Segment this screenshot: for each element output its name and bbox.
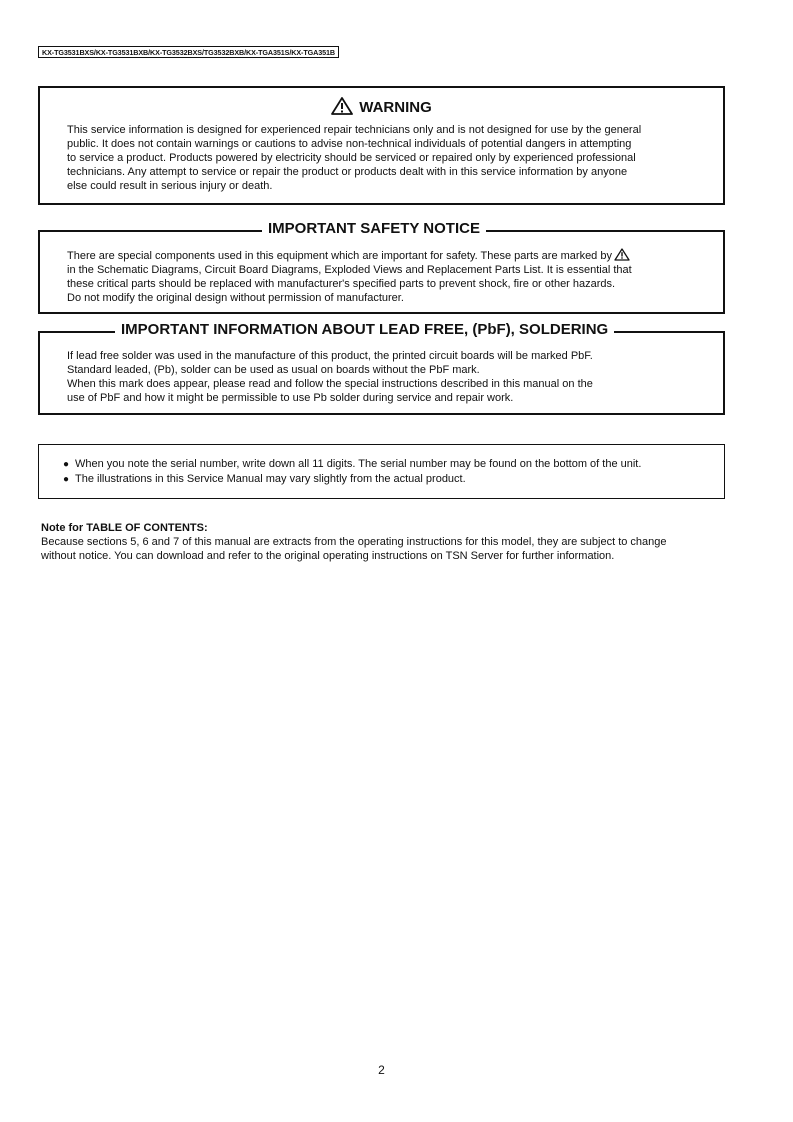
lead-free-line: When this mark does appear, please read and follow the special instructions described in this manual on the: [67, 378, 593, 390]
lead-free-text: [67, 349, 593, 405]
warning-heading: [40, 97, 723, 117]
safety-notice-title: IMPORTANT SAFETY NOTICE: [262, 220, 486, 238]
toc-note: [41, 521, 741, 563]
warning-box: [38, 86, 725, 205]
warning-title: WARNING: [359, 99, 432, 116]
toc-note-title: Note for TABLE OF CONTENTS:: [41, 522, 208, 534]
note-text: When you note the serial number, write down all 11 digits. The serial number may be found on the bottom of the unit.: [75, 458, 642, 470]
warning-text: [67, 123, 641, 193]
lead-free-line: use of PbF and how it might be permissible to use Pb solder during service and repair work.: [67, 392, 514, 404]
safety-line-text: There are special components used in this equipment which are important for safety. These parts are marked by: [67, 250, 612, 262]
warning-line: else could result in serious injury or death.: [67, 180, 273, 192]
list-item: [63, 457, 641, 472]
warning-triangle-icon: [614, 248, 630, 261]
lead-free-line: If lead free solder was used in the manufacture of this product, the printed circuit boards will be marked PbF.: [67, 350, 593, 362]
safety-line: Do not modify the original design without permission of manufacturer.: [67, 292, 404, 304]
lead-free-line: Standard leaded, (Pb), solder can be used as usual on boards without the PbF mark.: [67, 364, 480, 376]
safety-notice-text: [67, 248, 632, 305]
safety-line: these critical parts should be replaced with manufacturer's specified parts to prevent shock, fire or other hazards.: [67, 278, 616, 290]
toc-note-line: Because sections 5, 6 and 7 of this manual are extracts from the operating instructions for this model, they are subject to change: [41, 536, 667, 548]
notes-list: [63, 457, 641, 487]
model-number-header: KX-TG3531BXS/KX-TG3531BXB/KX-TG3532BXS/TG3532BXB/KX-TGA351S/KX-TGA351B: [38, 46, 339, 58]
safety-line: in the Schematic Diagrams, Circuit Board Diagrams, Exploded Views and Replacement Parts List. It is essential that: [67, 264, 632, 276]
list-item: [63, 472, 641, 487]
warning-line: public. It does not contain warnings or cautions to advise non-technical individuals of potential dangers in attempting: [67, 138, 632, 150]
warning-triangle-icon: [331, 97, 353, 115]
warning-line: This service information is designed for experienced repair technicians only and is not designed for use by the general: [67, 124, 642, 136]
warning-line: technicians. Any attempt to service or repair the product or products dealt with in this service information by anyone: [67, 166, 628, 178]
bullet-icon: ●: [63, 474, 70, 485]
bullet-icon: ●: [63, 459, 70, 470]
notes-box: [38, 444, 725, 499]
safety-notice-box: [38, 220, 725, 314]
toc-note-line: without notice. You can download and refer to the original operating instructions on TSN Server for further information.: [41, 550, 615, 562]
page-number: 2: [378, 1063, 385, 1077]
lead-free-box: [38, 321, 725, 415]
safety-line: [67, 248, 632, 263]
note-text: The illustrations in this Service Manual may vary slightly from the actual product.: [75, 473, 466, 485]
warning-line: to service a product. Products powered by electricity should be serviced or repaired only by experienced professional: [67, 152, 636, 164]
lead-free-title: IMPORTANT INFORMATION ABOUT LEAD FREE, (PbF), SOLDERING: [115, 321, 614, 339]
